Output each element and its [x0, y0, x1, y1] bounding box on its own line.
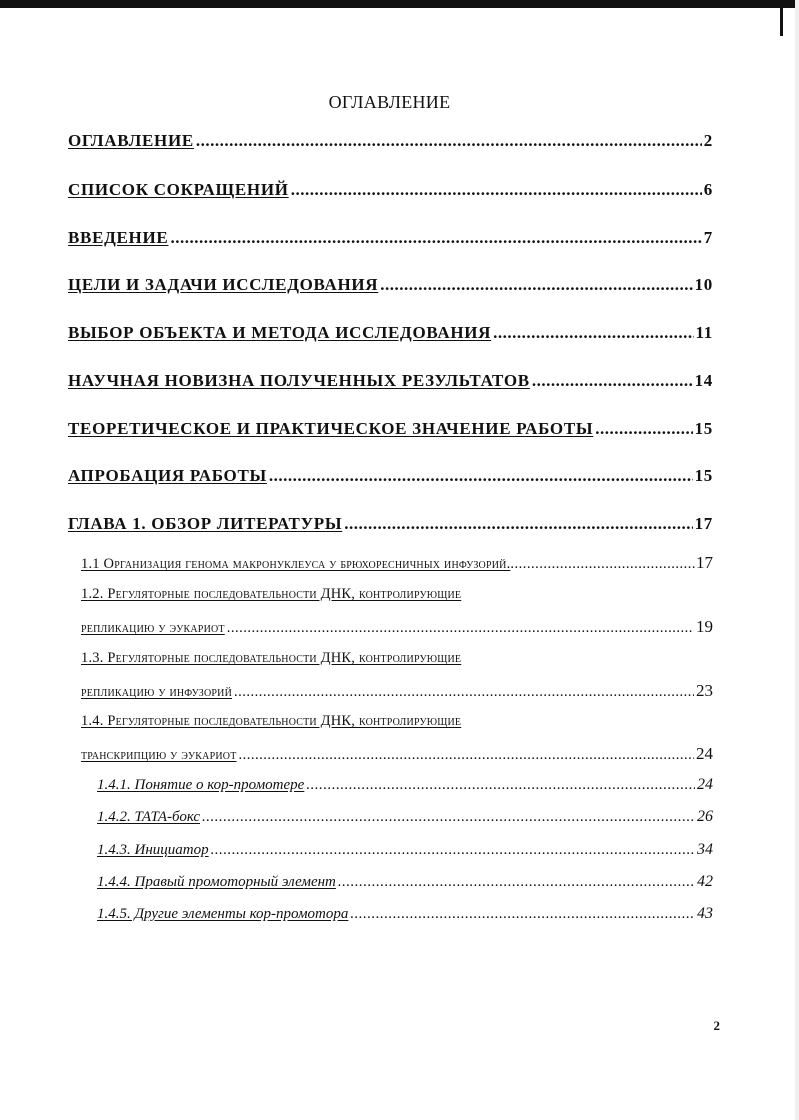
toc-entry-label-line1[interactable]: 1.3. Регуляторные последовательности ДНК, контролирующие — [81, 650, 462, 666]
dot-leader — [510, 556, 696, 573]
toc-entry-page: 26 — [697, 808, 713, 825]
toc-entry[interactable] — [68, 371, 713, 391]
dot-leader — [350, 906, 695, 923]
toc-subentry[interactable] — [81, 553, 713, 573]
dot-leader — [338, 874, 695, 891]
toc-entry-page: 17 — [694, 514, 713, 533]
dot-leader — [532, 371, 693, 391]
dot-leader — [344, 514, 692, 534]
dot-leader — [269, 466, 693, 486]
toc-entry-label[interactable]: 1.4.5. Другие элементы кор-промотора — [97, 906, 349, 922]
dot-leader — [595, 419, 692, 439]
toc-entry[interactable] — [68, 514, 713, 534]
toc-entry-page: 24 — [697, 776, 713, 793]
toc-entry-label[interactable]: 1.4.3. Инициатор — [97, 842, 209, 858]
toc-entry[interactable] — [68, 131, 713, 151]
toc-entry[interactable] — [68, 228, 713, 248]
toc-subentry-heading[interactable] — [81, 650, 713, 667]
toc-entry-page: 19 — [696, 617, 713, 636]
toc-entry-page: 42 — [697, 873, 713, 890]
toc-entry-label[interactable]: репликацию у инфузорий — [81, 684, 233, 700]
page-number: 2 — [713, 1018, 720, 1033]
toc-subsubentry[interactable] — [97, 873, 713, 891]
toc-entry-label[interactable]: транскрипцию у эукариот — [81, 747, 237, 763]
toc-entry[interactable] — [68, 323, 713, 343]
toc-entry-label[interactable]: ВВЕДЕНИЕ — [68, 228, 169, 247]
dot-leader — [202, 809, 695, 826]
toc-entry-page: 14 — [694, 371, 713, 390]
toc-entry-label[interactable]: ТЕОРЕТИЧЕСКОЕ И ПРАКТИЧЕСКОЕ ЗНАЧЕНИЕ РАБОТЫ — [68, 419, 594, 438]
dot-leader — [291, 180, 702, 200]
dot-leader — [306, 777, 695, 794]
toc-entry-page: 24 — [696, 744, 713, 763]
page-title: ОГЛАВЛЕНИЕ — [328, 92, 451, 112]
toc-subentry[interactable] — [81, 617, 713, 637]
toc-entry-label[interactable]: 1.1 Организация генома макронуклеуса у брюхоресничных инфузорий. — [81, 556, 511, 572]
toc-subsubentry[interactable] — [97, 841, 713, 859]
toc-subsubentry[interactable] — [97, 808, 713, 826]
toc-entry-label[interactable]: 1.4.2. ТАТА-бокс — [97, 809, 200, 825]
toc-subentry-heading[interactable] — [81, 713, 713, 730]
dot-leader — [239, 747, 694, 764]
toc-entry-page: 11 — [695, 323, 713, 342]
toc-entry[interactable] — [68, 180, 713, 200]
toc-subsubentry[interactable] — [97, 905, 713, 923]
toc-subentry[interactable] — [81, 681, 713, 701]
toc-entry-label[interactable]: СПИСОК СОКРАЩЕНИЙ — [68, 180, 289, 199]
toc-entry-page: 6 — [703, 180, 713, 199]
dot-leader — [234, 684, 694, 701]
toc-entry-page: 7 — [703, 228, 713, 247]
dot-leader — [196, 131, 702, 151]
toc-entry-page: 34 — [697, 841, 713, 858]
toc-entry-page: 43 — [697, 905, 713, 922]
toc-subentry-heading[interactable] — [81, 586, 713, 603]
toc-entry-label[interactable]: 1.4.1. Понятие о кор-промотере — [97, 777, 305, 793]
toc-entry-page: 2 — [703, 131, 713, 150]
toc-entry[interactable] — [68, 275, 713, 295]
toc-entry-label-line1[interactable]: 1.4. Регуляторные последовательности ДНК, контролирующие — [81, 713, 462, 729]
toc-entry-label[interactable]: ГЛАВА 1. ОБЗОР ЛИТЕРАТУРЫ — [68, 514, 343, 533]
toc-entry-page: 15 — [694, 419, 713, 438]
toc-entry-label[interactable]: 1.4.4. Правый промоторный элемент — [97, 874, 336, 890]
toc-entry-label[interactable]: ЦЕЛИ И ЗАДАЧИ ИССЛЕДОВАНИЯ — [68, 275, 379, 294]
scan-top-border — [0, 0, 799, 8]
toc-subentry[interactable] — [81, 744, 713, 764]
toc-entry[interactable] — [68, 466, 713, 486]
scan-edge-mark — [780, 6, 783, 36]
toc-entry-page: 17 — [696, 553, 713, 572]
toc-entry-label-line1[interactable]: 1.2. Регуляторные последовательности ДНК, контролирующие — [81, 586, 462, 602]
toc-entry[interactable] — [68, 419, 713, 439]
toc-entry-page: 10 — [694, 275, 713, 294]
toc-entry-label[interactable]: АПРОБАЦИЯ РАБОТЫ — [68, 466, 267, 485]
dot-leader — [170, 228, 701, 248]
toc-entry-label[interactable]: ВЫБОР ОБЪЕКТА И МЕТОДА ИССЛЕДОВАНИЯ — [68, 323, 492, 342]
dot-leader — [380, 275, 692, 295]
toc-entry-label[interactable]: репликацию у эукариот — [81, 620, 225, 636]
dot-leader — [211, 842, 695, 859]
toc-entry-page: 23 — [696, 681, 713, 700]
toc-subsubentry[interactable] — [97, 776, 713, 794]
dot-leader — [493, 323, 693, 343]
toc-entry-label[interactable]: ОГЛАВЛЕНИЕ — [68, 131, 194, 150]
scan-right-edge — [795, 0, 799, 1120]
toc-entry-label[interactable]: НАУЧНАЯ НОВИЗНА ПОЛУЧЕННЫХ РЕЗУЛЬТАТОВ — [68, 371, 530, 390]
dot-leader — [227, 620, 694, 637]
toc-entry-page: 15 — [694, 466, 713, 485]
